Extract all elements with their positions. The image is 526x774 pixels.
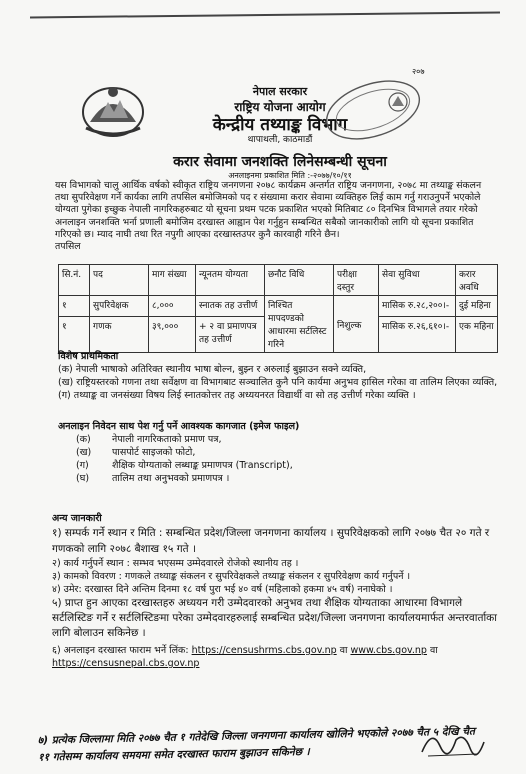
tapsil-label: तपसिल [55, 241, 81, 253]
cell-benefit: मासिक रु.२६,६१०।- [379, 316, 456, 352]
other-item: २) कार्य गर्नुपर्ने स्थान : सम्भव भएसम्म उम्मेदवारले रोजेको स्थानीय तह । [52, 558, 299, 569]
document-item [58, 459, 498, 472]
handwritten-note: ७) प्रत्येक जिल्लामा मिति २०७७ चैत १ गतेदेखि जिल्ला जनगणना कार्यालय खोलिने भएकोले २०७७ चैत ५ देखि चैत ११ गतेसम्म कार्यालय समयमा समेत दरखास्त फाराम बुझाउन सकिनेछ । [37, 725, 476, 764]
document-mark: (ग) [76, 460, 89, 471]
census-nepal-link[interactable]: https://censusnepal.cbs.gov.np [52, 658, 200, 669]
intro-text: यस विभागको चालु आर्थिक वर्षको स्वीकृत राष्ट्रिय जनगणना २०७८ कार्यक्रम अन्तर्गत राष्ट्रिय जनगणना, २०७८ मा तथ्याङ्क संकलन तथा सुपरिवेक्षण गर्ने कार्यका लागि तपसिल बमोजिमको पद र संख्यामा करार सेवामा व्यक्तिहरु लिई काम गर्नु गराउनुपर्ने भएकोले योग्यता पुगेका इच्छुक नेपाली नागरिकहरुबाट यो सूचना प्रथम पटक प्रकाशित भएको मितिबाट ८० दिनभित्र विभागले तयार गरेको अनलाइन जनशक्ति भर्ना प्रणाली बमोजिम दरखास्त आह्वान पेश गर्नुहुन सम्बन्धित सबैको जानकारीको लागि यो सूचना प्रकाशित गरिएको छ। म्याद नाघी तथा रित नपुगी आएका दरखास्तउपर कुनै कारवाही गरिने छैन। [55, 180, 482, 240]
col-selection: छनौट विधि [265, 265, 334, 296]
col-count: माग संख्या [149, 265, 196, 296]
header-government: नेपाल सरकार [252, 85, 308, 98]
official-stamp-icon [318, 72, 428, 142]
link-label: ६) अनलाइन दरखास्त फाराम भर्ने लिंक: [52, 645, 189, 656]
cell-sn: १ [59, 296, 90, 317]
priority-heading: विशेष प्राथमिकता [58, 351, 119, 362]
document-mark: (ख) [76, 447, 92, 458]
col-duration: करार अवधि [456, 265, 498, 296]
cell-fee: निशुल्क [334, 296, 379, 353]
cell-qualification: स्नातक तह उत्तीर्ण [196, 296, 265, 317]
cell-duration: एक महिना [456, 316, 498, 352]
document-text: शैक्षिक योग्यताको लब्धाङ्क प्रमाणपत्र (Transcript), [112, 460, 293, 471]
link-or: वा [339, 645, 348, 656]
top-rule [30, 12, 500, 19]
document-item [58, 446, 498, 459]
priority-item: (ख) राष्ट्रियस्तरको गणना तथा सर्वेक्षण वा विभागबाट सञ्चालित कुनै पनि कार्यमा अनुभव हासिल गरेका वा तालिम लिएका व्यक्ति, [58, 377, 498, 388]
col-fee: परीक्षा दस्तुर [334, 265, 379, 296]
col-sn: सि.नं. [59, 265, 90, 296]
signature-icon [418, 722, 488, 762]
cbs-link[interactable]: www.cbs.gov.np [350, 645, 427, 656]
other-heading: अन्य जानकारी [52, 513, 102, 524]
document-mark: (घ) [76, 473, 90, 484]
priority-item: (क) नेपाली भाषाको अतिरिक्त स्थानीय भाषा बोल्न, बुझ्न र अरुलाई बुझाउन सक्ने व्यक्ति, [58, 364, 367, 375]
nepal-emblem-icon [78, 78, 148, 140]
cell-post: सुपरिवेक्षक [90, 296, 149, 317]
document-text: पासपोर्ट साइजको फोटो, [112, 447, 196, 458]
census-hrms-link[interactable]: https://censushrms.cbs.gov.np [191, 645, 337, 656]
document-item [58, 433, 498, 446]
col-post: पद [90, 265, 149, 296]
col-qualification: न्यूनतम योग्यता [196, 265, 265, 296]
cell-count: ८,००० [149, 296, 196, 317]
cell-qualification: + २ वा प्रमाणपत्र तह उत्तीर्ण [196, 316, 265, 352]
other-info-section [52, 512, 500, 670]
cell-sn: १ [59, 316, 90, 352]
stamp-year: २०७ [412, 67, 425, 76]
document-item [58, 472, 498, 485]
document-text: नेपाली नागरिकताको प्रमाण पत्र, [112, 434, 222, 445]
other-item: ५) प्राप्त हुन आएका दरखास्तहरु अध्ययन गरी उम्मेदवारको अनुभव तथा शैक्षिक योग्यताका आधारमा विभागले सर्टलिस्टिङ गर्ने र सर्टलिस्टिङमा परेका उम्मेदवारहरुलाई सम्बन्धित प्रदेश/जिल्ला जनगणना कार्यालयमार्फत अन्तरवार्ताका लागि बोलाउन सकिनेछ । [52, 597, 497, 639]
other-item: ३) कामको विवरण : गणकले तथ्याङ्क संकलन र सुपरिवेक्षकले तथ्याङ्क संकलन र सुपरिवेक्षण कार्य गर्नुपर्ने । [52, 571, 411, 582]
intro-paragraph [55, 180, 495, 253]
documents-heading: अनलाइन निवेदन साथ पेश गर्नु पर्ने आवश्यक कागजात (इमेज फाइल) [58, 421, 300, 432]
vacancy-table [58, 264, 498, 353]
header-address: थापाथली, काठमाडौं [247, 135, 313, 145]
documents-section [58, 420, 498, 485]
other-item: ४) उमेर: दरखास्त दिने अन्तिम दिनमा १८ वर्ष पुरा भई ४० वर्ष (महिलाको हकमा ४५ वर्ष) ननाघेको । [52, 584, 393, 595]
cell-count: ३९,००० [149, 316, 196, 352]
notice-title: करार सेवामा जनशक्ति लिनेसम्बन्धी सूचना [173, 154, 387, 170]
cell-post: गणक [90, 316, 149, 352]
priority-item: (ग) तथ्याङ्क वा जनसंख्या विषय लिई स्नातकोत्तर तह अध्ययनरत विद्यार्थी वा सो तह उत्तीर्ण गरेका व्यक्ति । [58, 390, 416, 401]
cell-benefit: मासिक रु.२८,२००।- [379, 296, 456, 317]
cell-selection: निश्चित मापदण्डको आधारमा सर्टलिस्ट गरिने [265, 296, 334, 353]
header-commission: राष्ट्रिय योजना आयोग [234, 100, 326, 114]
header-department: केन्द्रीय तथ्याङ्क विभाग [212, 115, 348, 135]
publish-date: अनलाइनमा प्रकाशित मिति :-२०७७/१०/११ [228, 171, 352, 180]
table-header-row [59, 265, 498, 296]
document-mark: (क) [76, 434, 91, 445]
cell-duration: दुई महिना [456, 296, 498, 317]
other-item-links [52, 644, 500, 670]
other-item: १) सम्पर्क गर्ने स्थान र मिति : सम्बन्धित प्रदेश/जिल्ला जनगणना कार्यालय । सुपरिवेक्षकको लागि २०७७ चैत २० गते र गणकको लागि २०७८ बैशाख १५ गते । [52, 527, 490, 555]
document-text: तालिम तथा अनुभवको प्रमाणपत्र । [112, 473, 230, 484]
priority-section [58, 350, 498, 402]
col-benefit: सेवा सुविधा [379, 265, 456, 296]
link-or-2: वा [430, 645, 438, 656]
table-row [59, 296, 498, 317]
